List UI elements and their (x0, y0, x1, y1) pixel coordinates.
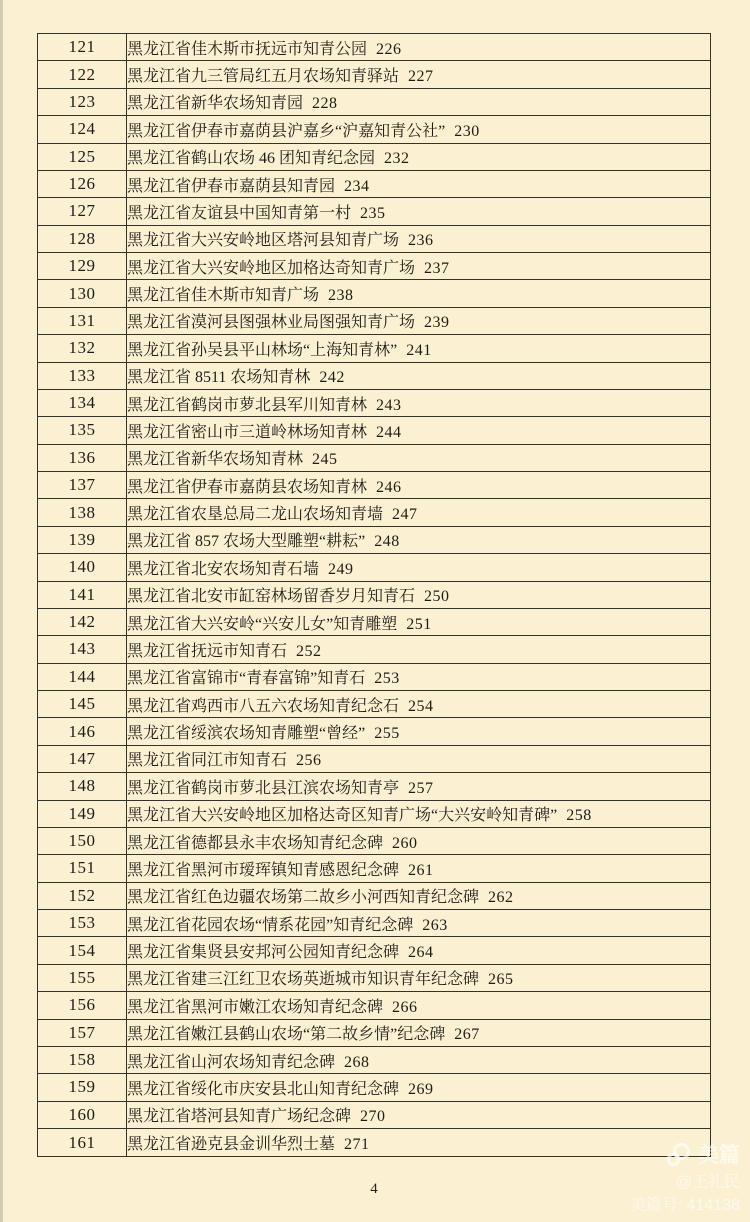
row-entry-text: 黑龙江省绥化市庆安县北山知青纪念碑 (127, 1080, 400, 1098)
table-row (38, 280, 711, 307)
row-number: 159 (38, 1074, 127, 1101)
row-entry-page: 242 (319, 369, 345, 387)
table-row (38, 882, 711, 909)
row-entry-cell (127, 1019, 711, 1046)
row-entry-text: 黑龙江省大兴安岭地区加格达奇知青广场 (127, 259, 416, 277)
row-number: 153 (38, 910, 127, 937)
table-row (38, 1101, 711, 1128)
row-entry-page: 266 (392, 998, 418, 1016)
row-entry-cell (127, 581, 711, 608)
table-row (38, 116, 711, 143)
row-number: 144 (38, 663, 127, 690)
row-number: 150 (38, 827, 127, 854)
row-entry-cell (127, 225, 711, 252)
table-row (38, 800, 711, 827)
row-number: 135 (38, 417, 127, 444)
row-number: 154 (38, 937, 127, 964)
row-number: 158 (38, 1046, 127, 1073)
row-entry-cell (127, 827, 711, 854)
row-entry-text: 黑龙江省大兴安岭地区塔河县知青广场 (127, 232, 400, 250)
row-number: 160 (38, 1101, 127, 1128)
row-number: 141 (38, 581, 127, 608)
row-entry-page: 237 (424, 259, 450, 277)
row-entry-text: 黑龙江省伊春市嘉荫县知青园 (127, 177, 336, 195)
row-entry-page: 258 (566, 807, 592, 825)
table-row (38, 910, 711, 937)
table-row (38, 827, 711, 854)
row-entry-text: 黑龙江省北安农场知青石墙 (127, 560, 320, 578)
row-entry-cell (127, 499, 711, 526)
row-entry-page: 260 (392, 834, 418, 852)
row-entry-text: 黑龙江省佳木斯市知青广场 (127, 287, 320, 305)
row-entry-page: 226 (376, 40, 402, 58)
row-entry-page: 255 (374, 725, 400, 743)
row-entry-cell (127, 472, 711, 499)
row-entry-cell (127, 34, 711, 61)
row-entry-cell (127, 910, 711, 937)
table-row (38, 691, 711, 718)
table-row (38, 253, 711, 280)
watermark-brand: 美篇 (698, 1143, 740, 1167)
row-entry-cell (127, 1129, 711, 1157)
table-row (38, 581, 711, 608)
row-entry-cell (127, 636, 711, 663)
page-number: 4 (370, 1181, 378, 1197)
table-row (38, 1046, 711, 1073)
table-row (38, 554, 711, 581)
row-entry-text: 黑龙江省鸡西市八五六农场知青纪念石 (127, 697, 400, 715)
row-entry-cell (127, 1074, 711, 1101)
table-row (38, 472, 711, 499)
table-row (38, 718, 711, 745)
row-entry-page: 243 (376, 396, 402, 414)
row-entry-cell (127, 882, 711, 909)
row-entry-page: 261 (408, 861, 434, 879)
row-number: 137 (38, 472, 127, 499)
row-entry-cell (127, 170, 711, 197)
row-entry-cell (127, 198, 711, 225)
row-number: 131 (38, 307, 127, 334)
row-entry-cell (127, 253, 711, 280)
row-number: 123 (38, 88, 127, 115)
row-entry-text: 黑龙江省鹤岗市萝北县军川知青林 (127, 396, 368, 414)
row-entry-cell (127, 335, 711, 362)
row-number: 143 (38, 636, 127, 663)
row-number: 133 (38, 362, 127, 389)
row-entry-page: 251 (406, 615, 432, 633)
row-entry-text: 黑龙江省建三江红卫农场英逝城市知识青年纪念碑 (127, 971, 480, 989)
table-row (38, 499, 711, 526)
meipian-logo-icon (665, 1142, 691, 1168)
table-row (38, 307, 711, 334)
row-entry-page: 271 (344, 1136, 370, 1153)
row-entry-text: 黑龙江省漠河县图强林业局图强知青广场 (127, 314, 416, 332)
row-number: 122 (38, 61, 127, 88)
row-entry-text: 黑龙江省塔河县知青广场纪念碑 (127, 1108, 352, 1126)
row-entry-cell (127, 992, 711, 1019)
table-row (38, 1019, 711, 1046)
row-entry-text: 黑龙江省伊春市嘉荫县农场知青林 (127, 478, 368, 496)
table-row (38, 636, 711, 663)
table-row (38, 444, 711, 471)
row-entry-text: 黑龙江省绥滨农场知青雕塑“曾经” (127, 725, 366, 743)
row-entry-page: 265 (488, 971, 514, 989)
row-entry-cell (127, 307, 711, 334)
row-entry-text: 黑龙江省 8511 农场知青林 (127, 369, 311, 387)
row-entry-cell (127, 143, 711, 170)
row-entry-cell (127, 800, 711, 827)
scan-edge (0, 0, 3, 1222)
row-number: 151 (38, 855, 127, 882)
row-entry-text: 黑龙江省同江市知青石 (127, 752, 288, 770)
row-entry-page: 238 (328, 287, 354, 305)
table-row (38, 855, 711, 882)
row-entry-text: 黑龙江省黑河市瑷珲镇知青感恩纪念碑 (127, 861, 400, 879)
row-entry-text: 黑龙江省孙吴县平山林场“上海知青林” (127, 341, 398, 359)
row-entry-page: 252 (296, 642, 322, 660)
row-entry-text: 黑龙江省鹤山农场 46 团知青纪念园 (127, 150, 376, 168)
row-number: 139 (38, 526, 127, 553)
row-entry-text: 黑龙江省山河农场知青纪念碑 (127, 1053, 336, 1071)
row-entry-text: 黑龙江省富锦市“青春富锦”知青石 (127, 670, 366, 688)
row-number: 124 (38, 116, 127, 143)
row-entry-text: 黑龙江省红色边疆农场第二故乡小河西知青纪念碑 (127, 889, 480, 907)
row-number: 147 (38, 745, 127, 772)
row-entry-cell (127, 718, 711, 745)
row-entry-text: 黑龙江省大兴安岭地区加格达奇区知青广场“大兴安岭知青碑” (127, 807, 558, 825)
row-entry-cell (127, 1046, 711, 1073)
row-entry-text: 黑龙江省伊春市嘉荫县沪嘉乡“沪嘉知青公社” (127, 122, 446, 140)
table-row (38, 34, 711, 61)
row-entry-page: 227 (408, 68, 434, 86)
row-entry-text: 黑龙江省嫩江县鹤山农场“第二故乡情”纪念碑 (127, 1026, 446, 1044)
row-entry-page: 262 (488, 889, 514, 907)
row-entry-cell (127, 88, 711, 115)
toc-table (37, 33, 711, 1157)
table-row (38, 143, 711, 170)
row-entry-cell (127, 362, 711, 389)
table-row (38, 1129, 711, 1157)
row-entry-page: 263 (422, 916, 448, 934)
row-number: 125 (38, 143, 127, 170)
row-entry-cell (127, 389, 711, 416)
row-entry-page: 239 (424, 314, 450, 332)
row-entry-page: 230 (454, 122, 480, 140)
row-entry-page: 247 (392, 506, 418, 524)
row-entry-page: 267 (454, 1026, 480, 1044)
row-entry-text: 黑龙江省九三管局红五月农场知青驿站 (127, 68, 400, 86)
row-number: 130 (38, 280, 127, 307)
table-row (38, 417, 711, 444)
row-number: 146 (38, 718, 127, 745)
row-entry-cell (127, 1101, 711, 1128)
row-entry-page: 269 (408, 1080, 434, 1098)
row-entry-page: 235 (360, 204, 386, 222)
row-entry-cell (127, 773, 711, 800)
row-entry-text: 黑龙江省农垦总局二龙山农场知青墙 (127, 506, 384, 524)
watermark-brand-line (630, 1142, 740, 1168)
row-entry-page: 249 (328, 560, 354, 578)
row-entry-page: 228 (312, 95, 338, 113)
table-row (38, 992, 711, 1019)
watermark-author: @王礼民 (675, 1174, 740, 1191)
row-entry-page: 248 (374, 533, 400, 551)
row-entry-page: 241 (406, 341, 432, 359)
row-number: 157 (38, 1019, 127, 1046)
table-row (38, 61, 711, 88)
row-entry-page: 244 (376, 423, 402, 441)
row-number: 127 (38, 198, 127, 225)
row-entry-cell (127, 608, 711, 635)
row-entry-cell (127, 417, 711, 444)
row-entry-cell (127, 964, 711, 991)
row-entry-page: 236 (408, 232, 434, 250)
row-entry-page: 232 (384, 150, 410, 168)
table-row (38, 225, 711, 252)
row-entry-text: 黑龙江省花园农场“情系花园”知青纪念碑 (127, 916, 414, 934)
row-number: 152 (38, 882, 127, 909)
row-entry-page: 264 (408, 944, 434, 962)
row-entry-page: 250 (424, 588, 450, 606)
row-entry-cell (127, 116, 711, 143)
row-entry-text: 黑龙江省集贤县安邦河公园知青纪念碑 (127, 944, 400, 962)
row-number: 138 (38, 499, 127, 526)
row-entry-page: 234 (344, 177, 370, 195)
row-entry-text: 黑龙江省新华农场知青园 (127, 95, 304, 113)
row-entry-cell (127, 937, 711, 964)
row-number: 145 (38, 691, 127, 718)
row-entry-text: 黑龙江省北安市缸窑林场留香岁月知青石 (127, 588, 416, 606)
row-entry-page: 256 (296, 752, 322, 770)
row-entry-cell (127, 663, 711, 690)
table-row (38, 389, 711, 416)
row-entry-cell (127, 745, 711, 772)
row-number: 142 (38, 608, 127, 635)
row-entry-cell (127, 554, 711, 581)
row-entry-text: 黑龙江省抚远市知青石 (127, 642, 288, 660)
row-entry-page: 254 (408, 697, 434, 715)
row-entry-text: 黑龙江省黑河市嫩江农场知青纪念碑 (127, 998, 384, 1016)
row-number: 140 (38, 554, 127, 581)
row-entry-cell (127, 61, 711, 88)
row-entry-page: 253 (374, 670, 400, 688)
row-entry-text: 黑龙江省大兴安岭“兴安儿女”知青雕塑 (127, 615, 398, 633)
row-entry-page: 268 (344, 1053, 370, 1071)
table-row (38, 170, 711, 197)
row-number: 149 (38, 800, 127, 827)
row-entry-text: 黑龙江省密山市三道岭林场知青林 (127, 423, 368, 441)
table-row (38, 335, 711, 362)
row-entry-text: 黑龙江省鹤岗市萝北县江滨农场知青亭 (127, 779, 400, 797)
row-entry-text: 黑龙江省逊克县金训华烈士墓 (127, 1136, 336, 1153)
row-entry-cell (127, 526, 711, 553)
row-entry-cell (127, 444, 711, 471)
table-row (38, 608, 711, 635)
table-row (38, 526, 711, 553)
row-number: 155 (38, 964, 127, 991)
row-number: 132 (38, 335, 127, 362)
row-number: 128 (38, 225, 127, 252)
row-number: 121 (38, 34, 127, 61)
table-row (38, 937, 711, 964)
row-number: 161 (38, 1129, 127, 1157)
watermark (630, 1142, 740, 1214)
table-row (38, 88, 711, 115)
row-entry-text: 黑龙江省德都县永丰农场知青纪念碑 (127, 834, 384, 852)
table-row (38, 362, 711, 389)
row-entry-cell (127, 280, 711, 307)
row-number: 156 (38, 992, 127, 1019)
row-entry-page: 245 (312, 451, 338, 469)
table-row (38, 745, 711, 772)
table-row (38, 198, 711, 225)
row-number: 148 (38, 773, 127, 800)
row-number: 134 (38, 389, 127, 416)
row-entry-text: 黑龙江省新华农场知青林 (127, 451, 304, 469)
row-number: 126 (38, 170, 127, 197)
row-entry-page: 270 (360, 1108, 386, 1126)
row-entry-page: 257 (408, 779, 434, 797)
row-number: 129 (38, 253, 127, 280)
row-entry-page: 246 (376, 478, 402, 496)
row-entry-text: 黑龙江省 857 农场大型雕塑“耕耘” (127, 533, 366, 551)
table-row (38, 1074, 711, 1101)
row-entry-text: 黑龙江省友谊县中国知青第一村 (127, 204, 352, 222)
table-row (38, 964, 711, 991)
row-entry-text: 黑龙江省佳木斯市抚远市知青公园 (127, 40, 368, 58)
row-number: 136 (38, 444, 127, 471)
watermark-id: 美篇号: 414138 (629, 1197, 740, 1214)
row-entry-cell (127, 855, 711, 882)
table-row (38, 663, 711, 690)
row-entry-cell (127, 691, 711, 718)
table-row (38, 773, 711, 800)
